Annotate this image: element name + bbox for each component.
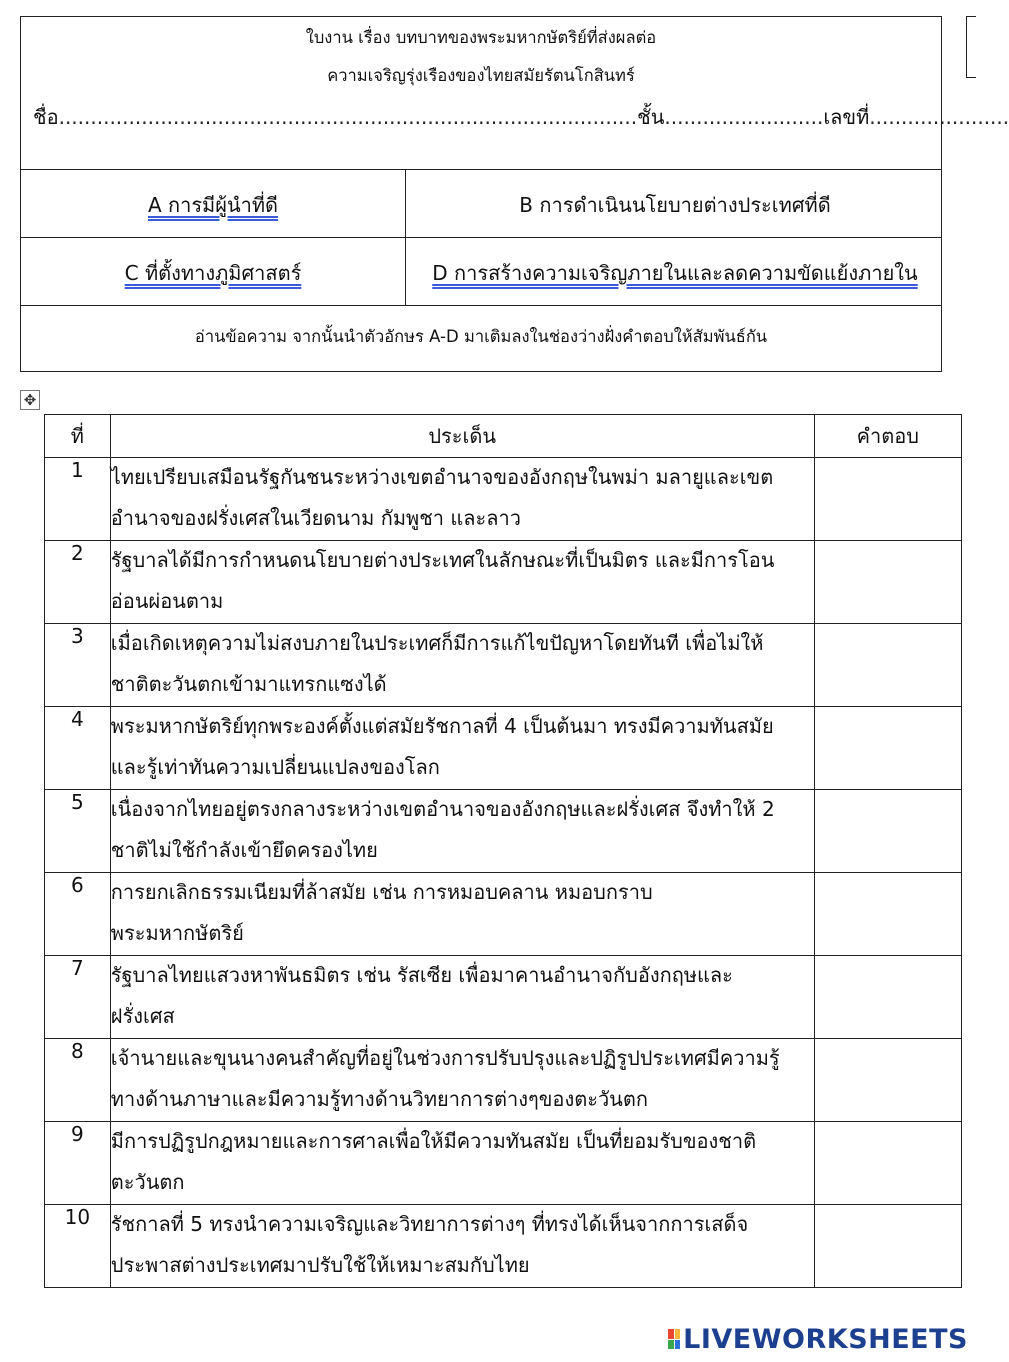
class-label: ชั้น (637, 105, 665, 129)
row-number: 1 (45, 458, 111, 541)
topic-line: รัชกาลที่ 5 ทรงนำความเจริญและวิทยาการต่างๆ ที่ทรงได้เห็นจากการเสด็จ (110, 1212, 749, 1236)
row-topic (110, 1122, 814, 1205)
row-number: 2 (45, 541, 111, 624)
answer-cell[interactable] (814, 873, 961, 956)
answer-cell[interactable] (814, 458, 961, 541)
row-number: 7 (45, 956, 111, 1039)
question-table (44, 414, 962, 1288)
divider (405, 169, 406, 305)
worksheet-header (20, 16, 1009, 372)
answer-cell[interactable] (814, 1205, 961, 1288)
topic-line: การยกเลิกธรรมเนียมที่ล้าสมัย เช่น การหมอบคลาน หมอบกราบ (110, 880, 653, 904)
table-row (45, 956, 962, 1039)
topic-line: ชาติตะวันตกเข้ามาแทรกแซงได้ (110, 672, 387, 696)
option-c: C ที่ตั้งทางภูมิศาสตร์ (124, 261, 302, 285)
row-number: 6 (45, 873, 111, 956)
row-topic (110, 707, 814, 790)
table-row (45, 1205, 962, 1288)
row-number: 9 (45, 1122, 111, 1205)
divider (21, 305, 941, 306)
name-field[interactable]: ........................................................................................... (58, 105, 638, 129)
topic-line: ฝรั่งเศส (110, 1004, 175, 1028)
number-label: เลขที่ (823, 105, 870, 129)
table-row (45, 541, 962, 624)
option-b: B การดำเนินนโยบายต่างประเทศที่ดี (519, 193, 831, 217)
answer-cell[interactable] (814, 1122, 961, 1205)
header-answer: คำตอบ (814, 415, 961, 458)
divider (21, 237, 941, 238)
row-topic (110, 624, 814, 707)
answer-cell[interactable] (814, 624, 961, 707)
topic-line: เจ้านายและขุนนางคนสำคัญที่อยู่ในช่วงการปรับปรุงและปฏิรูปประเทศมีความรู้ (110, 1046, 780, 1070)
table-header-row (45, 415, 962, 458)
row-topic (110, 873, 814, 956)
topic-line: พระมหากษัตริย์ (110, 921, 244, 945)
answer-cell[interactable] (814, 956, 961, 1039)
topic-line: ประพาสต่างประเทศมาปรับใช้ให้เหมาะสมกับไทย (110, 1253, 530, 1277)
table-row (45, 1039, 962, 1122)
topic-line: อ่อนผ่อนตาม (110, 589, 224, 613)
number-field[interactable]: ...................... (869, 105, 1009, 129)
table-row (45, 1122, 962, 1205)
table-move-handle-icon[interactable]: ✥ (20, 390, 40, 410)
table-row (45, 873, 962, 956)
row-number: 5 (45, 790, 111, 873)
liveworksheets-logo-icon (668, 1329, 680, 1349)
topic-line: พระมหากษัตริย์ทุกพระองค์ตั้งแต่สมัยรัชกาลที่ 4 เป็นต้นมา ทรงมีความทันสมัย (110, 714, 774, 738)
row-number: 3 (45, 624, 111, 707)
topic-line: ชาติไม่ใช้กำลังเข้ายึดครองไทย (110, 838, 378, 862)
row-number: 8 (45, 1039, 111, 1122)
topic-line: เนื่องจากไทยอยู่ตรงกลางระหว่างเขตอำนาจของอังกฤษและฝรั่งเศส จึงทำให้ 2 (110, 797, 775, 821)
row-topic (110, 956, 814, 1039)
row-topic (110, 1039, 814, 1122)
adjacent-box-edge (966, 16, 976, 78)
answer-cell[interactable] (814, 707, 961, 790)
option-a: A การมีผู้นำที่ดี (147, 193, 279, 217)
answer-cell[interactable] (814, 790, 961, 873)
table-row (45, 790, 962, 873)
worksheet-title-line1: ใบงาน เรื่อง บทบาทของพระมหากษัตริย์ที่ส่งผลต่อ (305, 28, 657, 47)
class-field[interactable]: ......................... (664, 105, 824, 129)
topic-line: ไทยเปรียบเสมือนรัฐกันชนระหว่างเขตอำนาจของอังกฤษในพม่า มลายูและเขต (110, 465, 774, 489)
table-row (45, 624, 962, 707)
row-topic (110, 458, 814, 541)
header-number: ที่ (45, 415, 111, 458)
topic-line: เมื่อเกิดเหตุความไม่สงบภายในประเทศก็มีการแก้ไขปัญหาโดยทันที เพื่อไม่ให้ (110, 631, 764, 655)
instruction-text: อ่านข้อความ จากนั้นนำตัวอักษร A-D มาเติมลงในช่องว่างฝั่งคำตอบให้สัมพันธ์กัน (194, 327, 768, 346)
topic-line: ทางด้านภาษาและมีความรู้ทางด้านวิทยาการต่างๆของตะวันตก (110, 1087, 648, 1111)
liveworksheets-logo: LIVEWORKSHEETS (668, 1322, 968, 1356)
student-info-line (33, 101, 1009, 133)
name-label: ชื่อ (33, 105, 59, 129)
answer-cell[interactable] (814, 541, 961, 624)
row-topic (110, 541, 814, 624)
answer-cell[interactable] (814, 1039, 961, 1122)
table-row (45, 707, 962, 790)
topic-line: และรู้เท่าทันความเปลี่ยนแปลงของโลก (110, 755, 440, 779)
topic-line: มีการปฏิรูปกฎหมายและการศาลเพื่อให้มีความทันสมัย เป็นที่ยอมรับของชาติ (110, 1129, 757, 1153)
table-row (45, 458, 962, 541)
header-topic: ประเด็น (110, 415, 814, 458)
row-topic (110, 1205, 814, 1288)
topic-line: ตะวันตก (110, 1170, 185, 1194)
option-d: D การสร้างความเจริญภายในและลดความขัดแย้งภายใน (432, 261, 918, 285)
row-topic (110, 790, 814, 873)
topic-line: รัฐบาลได้มีการกำหนดนโยบายต่างประเทศในลักษณะที่เป็นมิตร และมีการโอน (110, 548, 775, 572)
worksheet-title-line2: ความเจริญรุ่งเรืองของไทยสมัยรัตนโกสินทร์ (327, 66, 635, 85)
topic-line: อำนาจของฝรั่งเศสในเวียดนาม กัมพูชา และลาว (110, 506, 521, 530)
row-number: 10 (45, 1205, 111, 1288)
row-number: 4 (45, 707, 111, 790)
topic-line: รัฐบาลไทยแสวงหาพันธมิตร เช่น รัสเซีย เพื่อมาคานอำนาจกับอังกฤษและ (110, 963, 733, 987)
divider (21, 169, 941, 170)
